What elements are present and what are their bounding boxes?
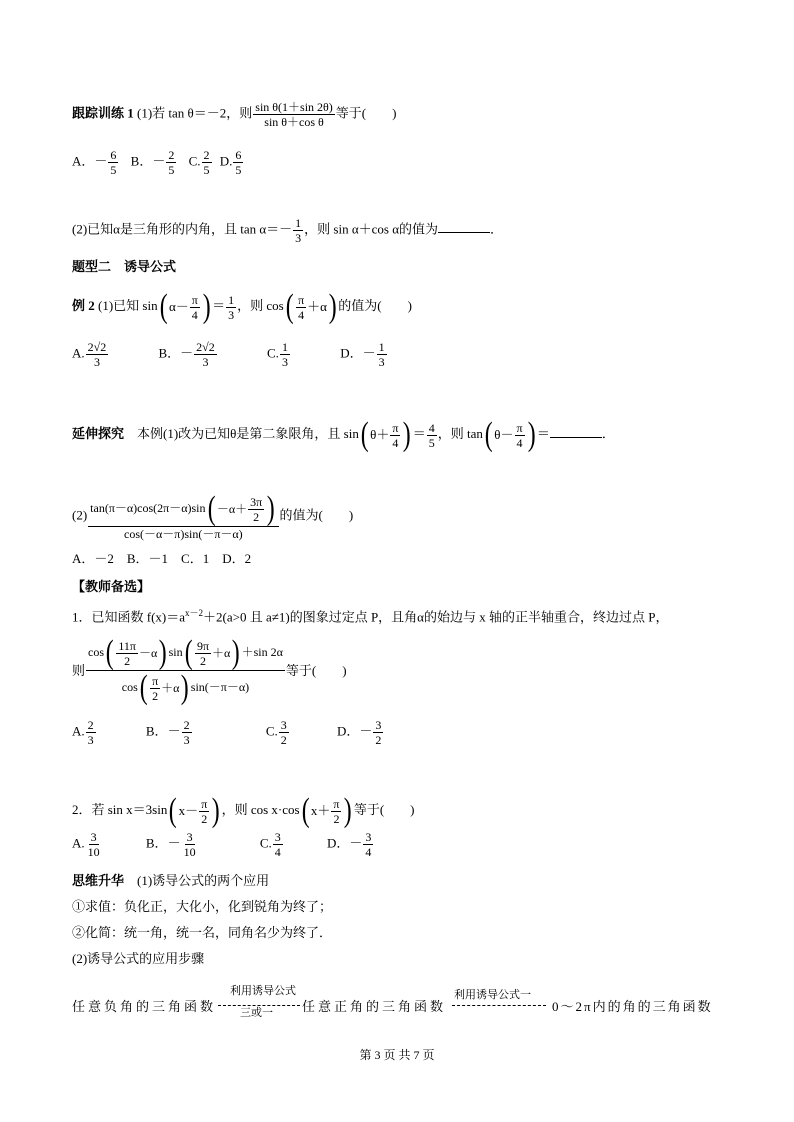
flow-arrow1-bottom: 三或一: [240, 1007, 273, 1019]
q1-part2-fraction: $\frac{1}{3}$: [295, 216, 302, 245]
teacher-q2-option-c[interactable]: C. $\frac{3}{4}$: [259, 830, 281, 859]
q1-line1: [72, 100, 396, 129]
ex2-option-b[interactable]: B．－ $\frac{2√2}{3}$: [158, 340, 215, 369]
q1-answer-blank[interactable]: [438, 220, 490, 233]
ex2-part2-line: (2) tan(π－α)cos(2π－α)sin ( －α＋ $\frac{3\pi}{2}$ ) cos(－α－π)sin(－π－α) 的值为( ): [72, 490, 354, 541]
teacher-title: 【教师备选】: [72, 579, 151, 594]
flow-step-a: 任意负角的三角函数: [72, 999, 217, 1014]
q1-part2: (2)已知α是三角形的内角，且 tan α＝－ $\frac{1}{3}$ ，则 sin α＋cos α的值为 ．: [72, 216, 504, 245]
q1-options: [72, 148, 244, 177]
flow-step-c: 0～2π内的角的三角函数: [552, 999, 713, 1014]
ex2-option-c[interactable]: C. $\frac{1}{3}$: [267, 340, 288, 369]
teacher-q2-option-d[interactable]: D．－ $\frac{3}{4}$: [327, 830, 372, 859]
teacher-q1-options: [72, 718, 384, 747]
ex2-options: [72, 340, 388, 369]
q1-fraction: $\frac{\text{sin θ(1＋sin 2θ)}}{\text{sin θ＋cos θ}}$: [255, 100, 333, 129]
teacher-q1-expr: 则 cos ( $\frac{11\pi}{2}$ －α ) sin ( $\frac{9\pi}{2}$ ＋α ) ＋sin 2α cos ( $\frac{\pi}{2}$ ＋α ) sin(－π－α) 等于( ): [72, 634, 347, 706]
ex2-option-d[interactable]: D．－ $\frac{1}{3}$: [340, 340, 385, 369]
teacher-q1-option-b[interactable]: B．－ $\frac{2}{3}$: [145, 718, 190, 747]
q1-option-c[interactable]: C. $\frac{2}{5}$: [188, 148, 210, 177]
summary-line3: (2)诱导公式的应用步骤: [72, 951, 205, 966]
flow-arrow2-line: [452, 1004, 546, 1006]
ex2-label: 例 2: [72, 297, 95, 313]
ext-label: 延伸探究: [72, 425, 125, 441]
summary-line2: ②化简：统一角，统一名，同角名少为终了．: [72, 925, 333, 940]
teacher-q1-option-c[interactable]: C. $\frac{3}{2}$: [265, 718, 287, 747]
flow-arrow2-top: 利用诱导公式一: [454, 989, 531, 1001]
q1-option-d[interactable]: D. $\frac{6}{5}$: [219, 148, 242, 177]
flow-diagram: [72, 982, 732, 1022]
q1-part1-post: 等于( ): [335, 105, 397, 121]
ex2-part2-fraction: tan(π－α)cos(2π－α)sin ( －α＋ $\frac{3\pi}{2}$ ) cos(－α－π)sin(－π－α): [88, 492, 278, 541]
summary-title: 思维升华: [72, 873, 125, 888]
flow-arrow1-top: 利用诱导公式: [230, 985, 296, 997]
teacher-q1-fraction: cos ( $\frac{11\pi}{2}$ －α ) sin ( $\frac{9\pi}{2}$ ＋α ) ＋sin 2α cos ( $\frac{\pi}{2}$ ＋α ) sin(－π－α): [88, 634, 283, 706]
summary-line1: ①求值：负化正，大化小，化到锐角为终了；: [72, 899, 333, 914]
section-title-induction: 题型二 诱导公式: [72, 259, 177, 274]
summary-title-line: 思维升华 (1)诱导公式的两个应用: [72, 873, 270, 888]
teacher-q2-option-b[interactable]: B．－ $\frac{3}{10}$: [145, 830, 196, 859]
teacher-q2-option-a[interactable]: A. $\frac{3}{10}$: [72, 830, 100, 859]
teacher-q1-option-a[interactable]: A. $\frac{2}{3}$: [72, 718, 94, 747]
q1-label: 跟踪训练 1: [72, 105, 134, 121]
teacher-q1-line: 1．已知函数 $f(x)=a^{x-2}+2(a>0$ 且 a≠1)的图象过定点 P，且角α的始边与 x 轴的正半轴重合，终边过点 P，: [72, 608, 669, 625]
ex2-option-a[interactable]: A. $\frac{2√2}{3}$: [72, 340, 107, 369]
page-footer: 第 3 页 共 7 页: [359, 1048, 435, 1062]
teacher-q2-line: 2．若 sin x＝3sin ( x－ $\frac{\pi}{2}$ ) ，则 cos x·cos ( x＋ $\frac{\pi}{2}$ ) 等于( ): [72, 792, 415, 829]
teacher-q2-options: [72, 830, 374, 859]
ext-line: 延伸探究 本例(1)改为已知θ是第二象限角，且 sin ( θ＋ $\frac{\pi}{4}$ ) ＝ $\frac{4}{5}$ ，则 tan ( θ－ $\frac{\pi}{4}$ ) ＝ ．: [72, 416, 615, 453]
teacher-q1-option-d[interactable]: D．－ $\frac{3}{2}$: [337, 718, 382, 747]
ex2-part2-options[interactable]: A．－2 B．－1 C．1 D．2: [72, 551, 252, 566]
q1-option-b[interactable]: B．－ $\frac{2}{5}$: [130, 148, 175, 177]
ex2-line: 例 2 (1)已知 sin ( α－ $\frac{\pi}{4}$ ) ＝ $\frac{1}{3}$ ，则 cos ( $\frac{\pi}{4}$ ＋α ) 的值为( ): [72, 288, 412, 325]
flow-step-b: 任意正角的三角函数: [302, 999, 447, 1014]
ext-answer-blank[interactable]: [550, 425, 602, 438]
q1-part1-pre: (1)若 tan θ＝－2，则: [137, 105, 253, 121]
q1-option-a[interactable]: A．－ $\frac{6}{5}$: [72, 148, 117, 177]
